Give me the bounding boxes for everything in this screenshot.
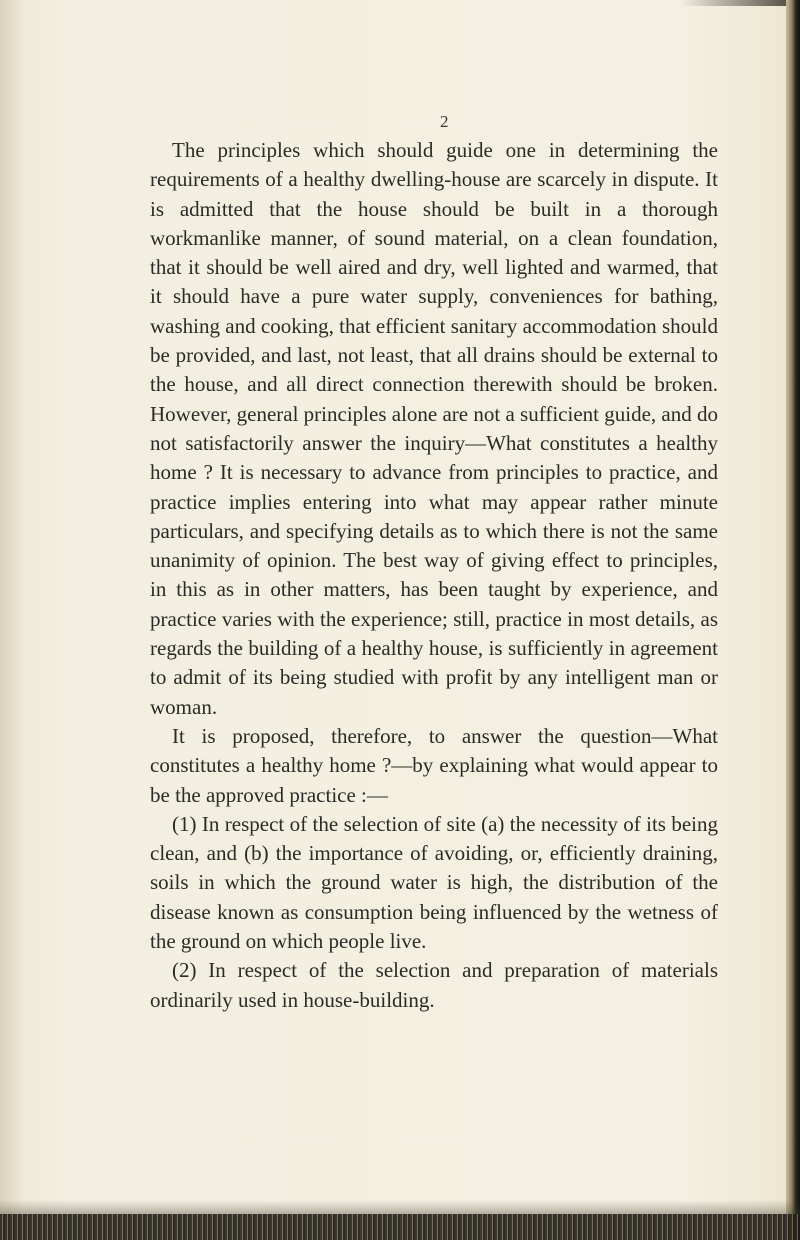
body-text <box>150 136 718 1015</box>
paragraph-proposal: It is proposed, therefore, to answer the question—What constitutes a healthy home ?—by explaining what would appear to be the approved practice :— <box>150 723 718 807</box>
top-edge-shadow <box>680 0 800 6</box>
page-right-edge <box>786 0 800 1240</box>
paragraph-principles: The principles which should guide one in determining the requirements of a healthy dwelling-house are scarcely in dispute. It is admitted that the house should be built in a thorough workmanlike manner, of sound material, on a clean foundation, that it should be well aired and dry, well lighted and warmed, that it should have a pure water supply, conveniences for bathing, washing and cooking, that efficient sanitary accommodation should be provided, and last, not least, that all drains should be external to the house, and all direct connection therewith should be broken. However, general principles alone are not a sufficient guide, and do not satisfactorily answer the inquiry—What constitutes a healthy home ? It is necessary to advance from principles to practice, and practice implies entering into what may appear rather minute particulars, and specifying details as to which there is not the same unanimity of opinion. The best way of giving effect to principles, in this as in other matters, has been taught by experience, and practice varies with the experience; still, practice in most details, as regards the building of a healthy house, is sufficiently in agreement to admit of its being studied with profit by any intelligent man or woman. <box>150 138 718 719</box>
paragraph-site-selection: (1) In respect of the selection of site (a) the necessity of its being clean, and (b) the importance of avoiding, or, efficiently draining, soils in which the ground water is high, the distribution of the disease known as consumption being influenced by the wetness of the ground on which people live. <box>150 811 718 954</box>
paragraph-materials: (2) In respect of the selection and preparation of materials ordinarily used in house-building. <box>150 958 718 1012</box>
page-gutter-shadow <box>0 0 24 1240</box>
page-bottom-edge <box>0 1214 800 1240</box>
page-number: 2 <box>440 112 449 131</box>
bottom-shadow <box>0 1200 800 1214</box>
